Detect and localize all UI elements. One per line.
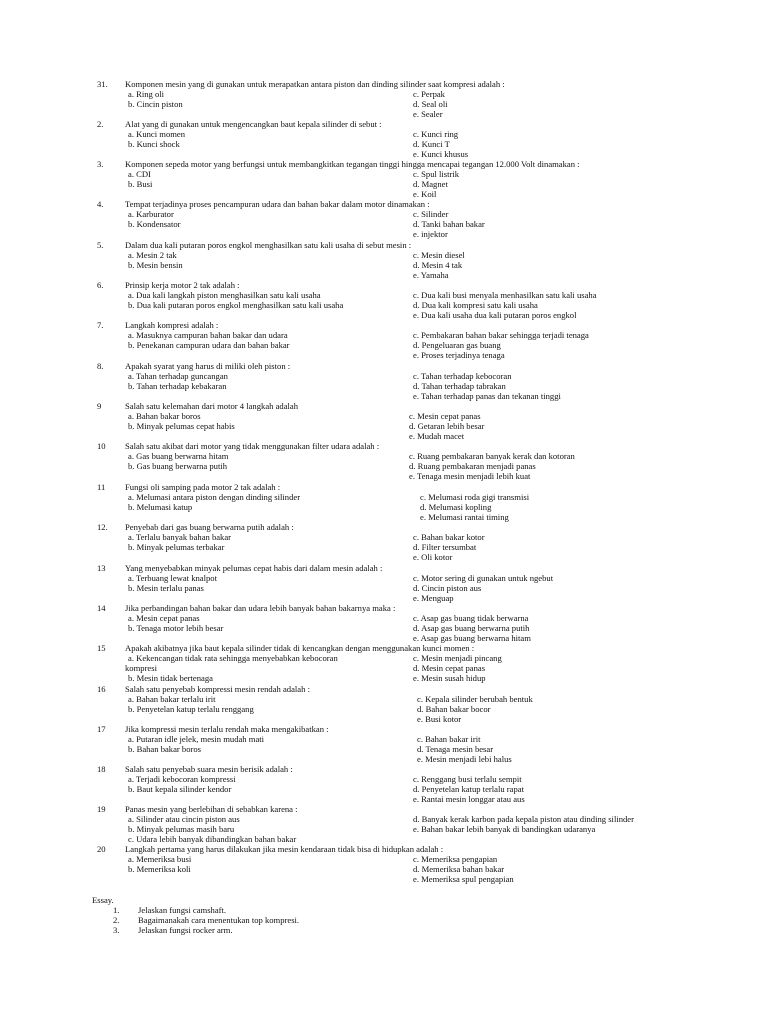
question-stem: Salah satu penyebab suara mesin berisik adalah :	[125, 764, 293, 774]
answer-option: e. Tahan terhadap panas dan tekanan tinggi	[413, 391, 561, 401]
answer-option: b. Dua kali putaran poros engkol menghasilkan satu kali usaha	[128, 300, 344, 310]
answer-option: b. Kondensator	[128, 219, 181, 229]
answer-option: e. Yamaha	[413, 270, 449, 280]
answer-option: kompresi	[125, 663, 157, 673]
question-number: 2.	[97, 119, 104, 129]
answer-option: b. Bahan bakar boros	[128, 744, 202, 754]
question-number: 7.	[97, 320, 104, 330]
question-number: 15	[97, 643, 106, 653]
answer-option: d. Asap gas buang berwarna putih	[413, 623, 530, 633]
answer-option: e. Menguap	[413, 593, 454, 603]
answer-option: e. Mudah macet	[409, 431, 465, 441]
answer-option: c. Dua kali busi menyala menhasilkan satu kali usaha	[413, 290, 597, 300]
answer-option: b. Memeriksa koli	[128, 864, 191, 874]
answer-option: c. Kunci ring	[413, 129, 459, 139]
question-stem: Salah satu penyebab kompressi mesin rendah adalah :	[125, 684, 310, 694]
question-stem: Salah satu akibat dari motor yang tidak menggunakan filter udara adalah :	[125, 441, 380, 451]
question-stem: Komponen mesin yang di gunakan untuk merapatkan antara piston dan dinding silinder saat kompresi adalah :	[125, 79, 505, 89]
answer-option: c. Mesin cepat panas	[409, 411, 481, 421]
answer-option: e. Melumasi rantai timing	[420, 512, 509, 522]
answer-option: a. Masuknya campuran bahan bakar dan udara	[128, 330, 288, 340]
answer-option: e. Mesin menjadi lebi halus	[417, 754, 512, 764]
answer-option: c. Spul listrik	[413, 169, 460, 179]
answer-option: d. Memeriksa bahan bakar	[413, 864, 505, 874]
answer-option: a. Silinder atau cincin piston aus	[128, 814, 240, 824]
answer-option: a. Bahan bakar boros	[128, 411, 201, 421]
answer-option: b. Penekanan campuran udara dan bahan bakar	[128, 340, 290, 350]
answer-option: a. Mesin cepat panas	[128, 613, 200, 623]
question-stem: Fungsi oli samping pada motor 2 tak adalah :	[125, 482, 281, 492]
answer-option: b. Tenaga motor lebih besar	[128, 623, 224, 633]
question-number: 19	[97, 804, 106, 814]
question-number: 16	[97, 684, 106, 694]
question-stem: Jika perbandingan bahan bakar dan udara lebih banyak bahan bakarnya maka :	[125, 603, 396, 613]
question-stem: Dalam dua kali putaran poros engkol menghasilkan satu kali usaha di sebut mesin :	[125, 240, 412, 250]
answer-option: d. Tenaga mesin besar	[417, 744, 494, 754]
question-stem: Komponen sepeda motor yang berfungsi untuk membangkitkan tegangan tinggi hingga mencapai tegangan 12.000 Volt dinamakan :	[125, 159, 580, 169]
question-number: 5.	[97, 240, 104, 250]
question-number: 13	[97, 563, 106, 573]
answer-option: d. Cincin piston aus	[413, 583, 482, 593]
question-stem: Apakah syarat yang harus di miliki oleh piston :	[125, 361, 291, 371]
question-stem: Alat yang di gunakan untuk mengencangkan baut kepala silinder di sebut :	[125, 119, 382, 129]
answer-option: b. Minyak pelumas terbakar	[128, 542, 225, 552]
answer-option: a. Putaran idle jelek, mesin mudah mati	[128, 734, 265, 744]
answer-option: b. Mesin terlalu panas	[128, 583, 204, 593]
answer-option: b. Melumasi katup	[128, 502, 193, 512]
question-number: 14	[97, 603, 106, 613]
answer-option: e. Bahan bakar lebih banyak di bandingkan udaranya	[413, 824, 596, 834]
answer-option: d. Mesin 4 tak	[413, 260, 463, 270]
question-number: 3.	[97, 159, 104, 169]
answer-option: a. Gas buang berwarna hitam	[128, 451, 229, 461]
answer-option: b. Gas buang berwarna putih	[128, 461, 228, 471]
answer-option: c. Motor sering di gunakan untuk ngebut	[413, 573, 554, 583]
essay-heading: Essay.	[92, 895, 114, 905]
essay-question: Jelaskan fungsi camshaft.	[138, 905, 227, 915]
answer-option: e. Asap gas buang berwarna hitam	[413, 633, 531, 643]
answer-option: c. Renggang busi terlalu sempit	[413, 774, 522, 784]
answer-option: a. Kunci momen	[128, 129, 186, 139]
answer-option: b. Penyetelan katup terlalu renggang	[128, 704, 254, 714]
question-stem: Jika kompressi mesin terlalu rendah maka mengakibatkan :	[125, 724, 329, 734]
answer-option: b. Mesin bensin	[128, 260, 183, 270]
answer-option: a. Dua kali langkah piston menghasilkan satu kali usaha	[128, 290, 321, 300]
answer-option: a. Bahan bakar terlalu irit	[128, 694, 216, 704]
answer-option: b. Tahan terhadap kebakaran	[128, 381, 227, 391]
answer-option: b. Kunci shock	[128, 139, 180, 149]
answer-option: d. Kunci T	[413, 139, 450, 149]
answer-option: d. Pengeluaran gas buang	[413, 340, 501, 350]
question-number: 10	[97, 441, 106, 451]
answer-option: a. Terbuang lewat knalpot	[128, 573, 217, 583]
answer-option: d. Dua kali kompresi satu kali usaha	[413, 300, 538, 310]
question-stem: Langkah pertama yang harus dilakukan jika mesin kendaraan tidak bisa di hidupkan adalah :	[125, 844, 444, 854]
question-number: 17	[97, 724, 106, 734]
essay-question: Jelaskan fungsi rocker arm.	[138, 925, 233, 935]
question-number: 11	[97, 482, 106, 492]
answer-option: a. Kekencangan tidak rata sehingga menyebabkan kebocoran	[128, 653, 338, 663]
answer-option: c. Mesin diesel	[413, 250, 465, 260]
answer-option: b. Minyak pelumas cepat habis	[128, 421, 235, 431]
answer-option: e. Memeriksa spul pengapian	[413, 874, 514, 884]
answer-option: e. Rantai mesin longgar atau aus	[413, 794, 525, 804]
question-stem: Panas mesin yang berlebihan di sebabkan karena :	[125, 804, 298, 814]
answer-option: a. Mesin 2 tak	[128, 250, 177, 260]
answer-option: e. Proses terjadinya tenaga	[413, 350, 505, 360]
question-number: 31.	[97, 79, 108, 89]
answer-option: e. injektor	[413, 229, 448, 239]
question-number: 4.	[97, 199, 104, 209]
answer-option: e. Tenaga mesin menjadi lebih kuat	[409, 471, 531, 481]
answer-option: d. Bahan bakar bocor	[417, 704, 491, 714]
answer-option: d. Penyetelan katup terlalu rapat	[413, 784, 524, 794]
answer-option: c. Silinder	[413, 209, 449, 219]
answer-option: b. Minyak pelumas masih baru	[128, 824, 235, 834]
answer-option: e. Mesin susah hidup	[413, 673, 486, 683]
answer-option: e. Koil	[413, 189, 437, 199]
question-number: 12.	[97, 522, 108, 532]
answer-option: d. Tahan terhadap tabrakan	[413, 381, 506, 391]
answer-option: c. Asap gas buang tidak berwarna	[413, 613, 529, 623]
answer-option: d. Getaran lebih besar	[409, 421, 485, 431]
answer-option: d. Banyak kerak karbon pada kepala piston atau dinding silinder	[413, 814, 634, 824]
question-number: 18	[97, 764, 106, 774]
question-number: 20	[97, 844, 106, 854]
answer-option: a. CDI	[128, 169, 151, 179]
question-stem: Penyebab dari gas buang berwarna putih adalah :	[125, 522, 294, 532]
essay-number: 1.	[113, 905, 120, 915]
answer-option: d. Melumasi kopling	[420, 502, 492, 512]
answer-option: a. Terlalu banyak bahan bakar	[128, 532, 232, 542]
question-stem: Apakah akibatnya jika baut kepala silinder tidak di kencangkan dengan menggunakan kunci momen :	[125, 643, 475, 653]
question-stem: Langkah kompresi adalah :	[125, 320, 219, 330]
answer-option: e. Sealer	[413, 109, 443, 119]
answer-option: b. Baut kepala silinder kendor	[128, 784, 232, 794]
answer-option: c. Tahan terhadap kebocoran	[413, 371, 512, 381]
question-stem: Tempat terjadinya proses pencampuran udara dan bahan bakar dalam motor dinamakan :	[125, 199, 430, 209]
answer-option: e. Kunci khusus	[413, 149, 469, 159]
answer-option: c. Kepala silinder berubah bentuk	[417, 694, 533, 704]
answer-option: a. Memeriksa busi	[128, 854, 192, 864]
answer-option: c. Ruang pembakaran banyak kerak dan kotoran	[409, 451, 575, 461]
answer-option: e. Busi kotor	[417, 714, 462, 724]
question-stem: Salah satu kelemahan dari motor 4 langkah adalah	[125, 401, 299, 411]
essay-question: Bagaimanakah cara menentukan top kompresi.	[138, 915, 300, 925]
essay-number: 2.	[113, 915, 120, 925]
answer-option: a. Ring oli	[128, 89, 165, 99]
answer-option: c. Melumasi roda gigi transmisi	[420, 492, 530, 502]
answer-option: a. Karburator	[128, 209, 174, 219]
answer-option: c. Bahan bakar irit	[417, 734, 481, 744]
answer-option: d. Magnet	[413, 179, 448, 189]
answer-option: c. Perpak	[413, 89, 445, 99]
question-number: 9	[97, 401, 102, 411]
answer-option: c. Udara lebih banyak dibandingkan bahan bakar	[128, 834, 297, 844]
answer-option: d. Tanki bahan bakar	[413, 219, 485, 229]
answer-option: c. Pembakaran bahan bakar sehingga terjadi tenaga	[413, 330, 589, 340]
answer-option: e. Dua kali usaha dua kali putaran poros engkol	[413, 310, 577, 320]
question-number: 8.	[97, 361, 104, 371]
answer-option: e. Oli kotor	[413, 552, 453, 562]
answer-option: d. Ruang pembakaran menjadi panas	[409, 461, 536, 471]
answer-option: c. Mesin menjadi pincang	[413, 653, 502, 663]
answer-option: c. Memeriksa pengapian	[413, 854, 498, 864]
answer-option: a. Tahan terhadap guncangan	[128, 371, 228, 381]
answer-option: d. Mesin cepat panas	[413, 663, 486, 673]
question-number: 6.	[97, 280, 104, 290]
answer-option: a. Melumasi antara piston dengan dinding silinder	[128, 492, 301, 502]
answer-option: b. Cincin piston	[128, 99, 183, 109]
answer-option: d. Seal oli	[413, 99, 448, 109]
question-stem: Prinsip kerja motor 2 tak adalah :	[125, 280, 240, 290]
answer-option: d. Filter tersumbat	[413, 542, 477, 552]
answer-option: c. Bahan bakar kotor	[413, 532, 485, 542]
answer-option: a. Terjadi kebocoran kompressi	[128, 774, 236, 784]
answer-option: b. Busi	[128, 179, 153, 189]
essay-number: 3.	[113, 925, 120, 935]
question-stem: Yang menyebabkan minyak pelumas cepat habis dari dalam mesin adalah :	[125, 563, 383, 573]
answer-option: b. Mesin tidak bertenaga	[128, 673, 213, 683]
